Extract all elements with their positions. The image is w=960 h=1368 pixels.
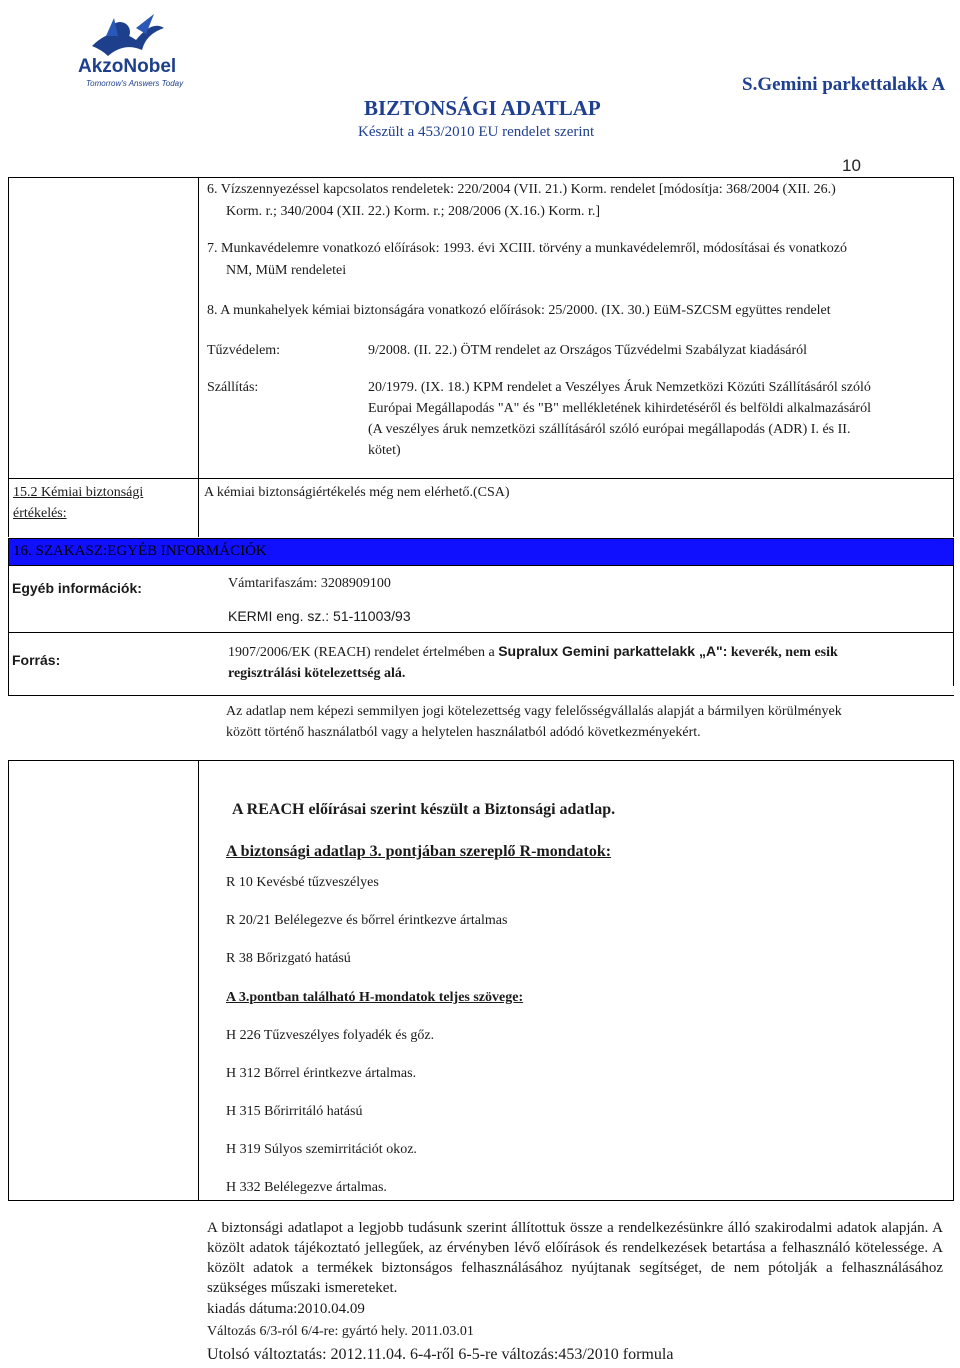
document-title: BIZTONSÁGI ADATLAP [364,96,601,120]
reach-statement-pre: 1907/2006/EK (REACH) rendelet értelmében a [228,645,499,660]
section-16-header [8,538,954,566]
regulation-item-7-line1: 7. Munkavédelemre vonatkozó előírások: 1993. évi XCIII. törvény a munkavédelemről, módosításai és vonatkozó [207,241,847,256]
regulation-item-7-line2: NM, MüM rendeletei [226,263,347,278]
phrases-box-top [8,760,954,761]
section-16-right-border [953,566,954,686]
reach-statement-line2: regisztrálási kötelezettség alá. [228,666,406,681]
phrases-box-left [198,760,199,1200]
h-phrase-item: H 319 Súlyos szemirritációt okoz. [226,1142,417,1157]
h-phrase-item: H 315 Bőrirritáló hatású [226,1104,363,1119]
other-info-label: Egyéb információk: [12,580,142,596]
reach-statement-post: keverék, nem esik [727,645,838,660]
reach-statement-line1 [228,643,838,661]
section-16-divider-1 [8,632,954,633]
r-phrases-title: A biztonsági adatlap 3. pontjában szereplő R-mondatok: [226,843,612,860]
document-subtitle: Készült a 453/2010 EU rendelet szerint [358,124,595,140]
tariff-number: Vámtarifaszám: 3208909100 [228,576,391,591]
table-column-divider [198,177,199,537]
section-15-2-label-line1: 15.2 Kémiai biztonsági [13,485,144,500]
row-divider-15-2 [8,478,954,479]
section-16-divider-2 [8,695,954,696]
h-phrase-item: H 332 Belélegezve ártalmas. [226,1180,387,1195]
source-label: Forrás: [12,652,61,668]
logo-tagline: Tomorrow's Answers Today [86,79,184,88]
product-name: S.Gemini parkettalakk A [742,74,946,95]
reach-title: A REACH előírásai szerint készült a Biztonsági adatlap. [232,801,616,818]
regulation-item-8: 8. A munkahelyek kémiai biztonságára vonatkozó előírások: 25/2000. (IX. 30.) EüM-SZCSM együttes rendelet [207,303,831,318]
table-border-left [8,177,9,537]
transport-text-line3: (A veszélyes áruk nemzetközi szállításáról szóló európai megállapodás (ADR) I. és II. [368,422,851,437]
section-15-2-text: A kémiai biztonságiértékelés még nem elérhető.(CSA) [204,485,510,500]
section-16-heading: 16. SZAKASZ:EGYÉB INFORMÁCIÓK [13,543,267,559]
r-phrase-item: R 10 Kevésbé tűzveszélyes [226,875,379,890]
table-border-right [953,177,954,537]
fire-protection-text: 9/2008. (II. 22.) ÖTM rendelet az Országos Tűzvédelmi Szabályzat kiadásáról [368,343,808,358]
fire-protection-label: Tűzvédelem: [207,343,281,358]
table-border-top [8,177,954,178]
h-phrases-title: A 3.pontban található H-mondatok teljes szövege: [226,990,524,1005]
logo-text: AkzoNobel [78,56,177,77]
change-note: Változás 6/3-ról 6/4-re: gyártó hely. 2011.03.01 [207,1324,474,1339]
r-phrase-item: R 38 Bőrizgató hatású [226,951,351,966]
phrases-box-outer-left [8,760,9,1200]
disclaimer-line1: Az adatlap nem képezi semmilyen jogi kötelezettség vagy felelősségvállalás alapját a bármilyen körülmények [226,704,842,719]
phrases-box-bottom [8,1200,954,1201]
section-16-left-border [8,566,9,696]
r-phrase-item: R 20/21 Belélegezve és bőrrel érintkezve ártalmas [226,913,508,928]
transport-text-line4: kötet) [368,443,401,458]
regulation-item-6-line1: 6. Vízszennyezéssel kapcsolatos rendeletek: 220/2004 (VII. 21.) Korm. rendelet [módosítja: 368/2004 (XII. 26.) [207,182,836,197]
issue-date: kiadás dátuma:2010.04.09 [207,1301,365,1317]
regulation-item-6-line2: Korm. r.; 340/2004 (XII. 22.) Korm. r.; 208/2006 (X.16.) Korm. r.] [226,204,601,219]
transport-text-line1: 20/1979. (IX. 18.) KPM rendelet a Veszélyes Áruk Nemzetközi Közúti Szállításáról szóló [368,380,871,395]
kermi-number: KERMI eng. sz.: 51-11003/93 [228,608,411,624]
transport-label: Szállítás: [207,380,259,395]
disclaimer-line2: között történő használatból vagy a helytelen használatból adódó következményekért. [226,725,701,740]
section-15-2-label-line2: értékelés: [13,506,67,521]
reach-product-name: Supralux Gemini parkattelakk „A": [498,643,728,659]
page-number: 10 [842,156,861,175]
last-change-note: Utolsó változtatás: 2012.11.04. 6-4-ről 6-5-re változás:453/2010 formula [207,1346,674,1363]
phrases-box-right [953,760,954,1200]
transport-text-line2: Európai Megállapodás "A" és "B" mellékletének kihirdetéséről és belföldi alkalmazásáról [368,401,871,416]
h-phrase-item: H 226 Tűzveszélyes folyadék és gőz. [226,1028,435,1043]
h-phrase-item: H 312 Bőrrel érintkezve ártalmas. [226,1066,417,1081]
footer-paragraph: A biztonsági adatlapot a legjobb tudásunk szerint állítottuk össze a rendelkezésünkre álló szakirodalmi adatok alapján. A közölt adatok tájékoztató jellegűek, az érvényben lévő előírások és rendelkezések betartása a felhasználó kötelessége. A közölt adatok a termékek biztonságos felhasználásához nyújtanak segítséget, de nem pótolják a felhasználásához szükséges műszaki ismereteket. [207,1220,943,1296]
